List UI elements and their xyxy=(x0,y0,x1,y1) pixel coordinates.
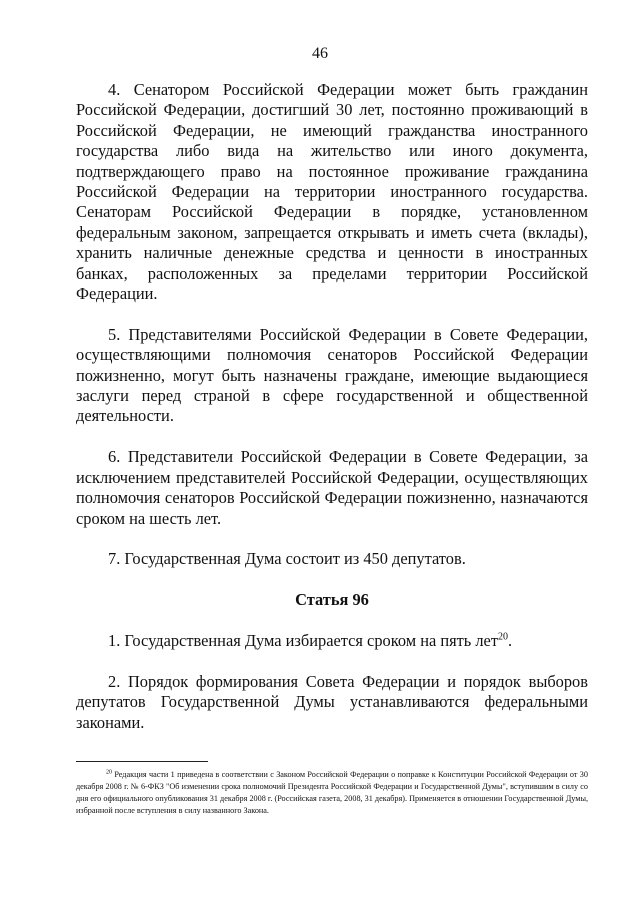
footnote-mark: 20 xyxy=(106,769,112,776)
article-paragraph-2: 2. Порядок формирования Совета Федерации и порядок выборов депутатов Государственной Думы устанавливаются федеральными законами. xyxy=(76,671,588,732)
paragraph-5: 5. Представителями Российской Федерации в Совете Федерации, осуществляющими полномочия сенаторов Российской Федерации пожизненно, могут быть назначены граждане, имеющие выдающиеся заслуги перед страной в сфере государственной и общественной деятельности. xyxy=(76,324,588,426)
footnote-text: Редакция части 1 приведена в соответствии с Законом Российской Федерации о поправке к Конституции Российской Федерации от 30 декабря 2008 г. № 6-ФКЗ "Об изменении срока полномочий Президента Российской Федерации и Государственной Думы", вступившим в силу со дня его официального опубликования 31 декабря 2008 г. (Российская газета, 2008, 31 декабря). Применяется в отношении Государственной Думы, избранной после вступления в силу названного Закона. xyxy=(76,770,588,816)
footnote xyxy=(76,769,588,817)
footnote-reference[interactable]: 20 xyxy=(498,631,508,643)
paragraph-4: 4. Сенатором Российской Федерации может быть гражданин Российской Федерации, достигший 30 лет, постоянно проживающий в Российской Федерации, не имеющий гражданства иностранного государства либо вида на жительство или иного документа, подтверждающего право на постоянное проживание гражданина Российской Федерации на территории иностранного государства. Сенаторам Российской Федерации в порядке, установленном федеральным законом, запрещается открывать и иметь счета (вклады), хранить наличные денежные средства и ценности в иностранных банках, расположенных за пределами территории Российской Федерации. xyxy=(76,80,588,304)
article-heading: Статья 96 xyxy=(295,590,369,610)
article-paragraph-1 xyxy=(76,631,588,651)
article-paragraph-1-text: 1. Государственная Дума избирается сроком на пять лет xyxy=(108,630,498,650)
document-body xyxy=(76,80,588,733)
page-number: 46 xyxy=(312,45,328,62)
footnote-divider xyxy=(76,761,208,762)
paragraph-7: 7. Государственная Дума состоит из 450 депутатов. xyxy=(108,549,466,569)
paragraph-6: 6. Представители Российской Федерации в Совете Федерации, за исключением представителей Российской Федерации, осуществляющих полномочия сенаторов Российской Федерации пожизненно, назначаются сроком на шесть лет. xyxy=(76,447,588,528)
article-paragraph-1-end: . xyxy=(508,630,513,650)
